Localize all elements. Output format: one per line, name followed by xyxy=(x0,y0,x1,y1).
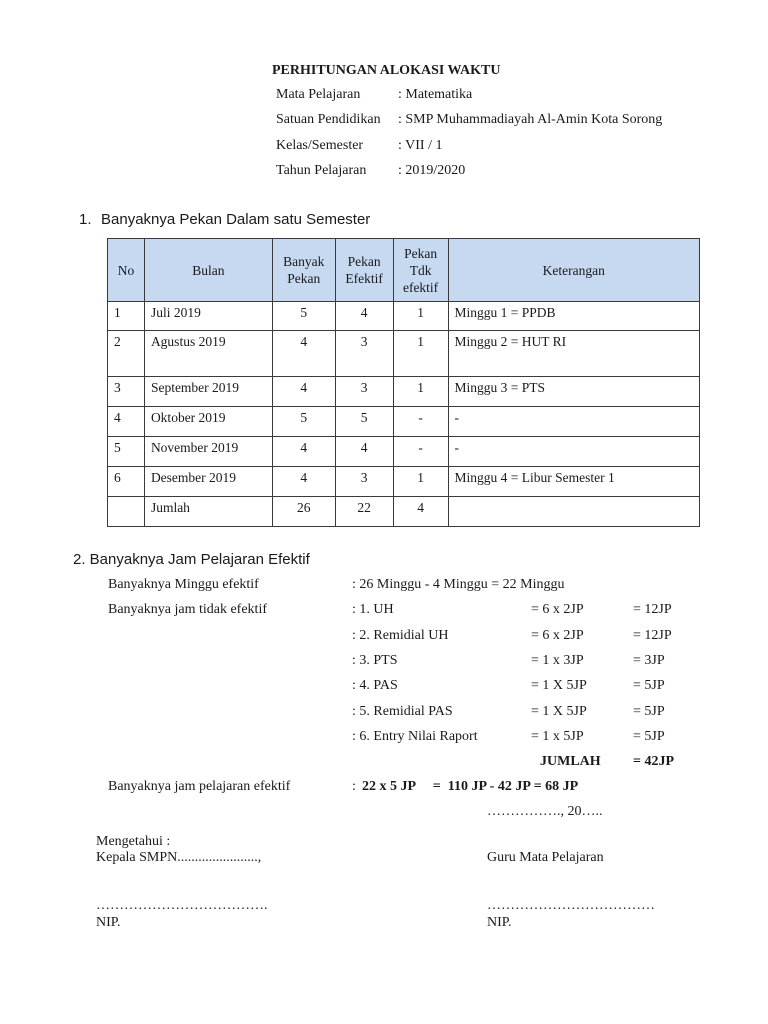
cell-keterangan: Minggu 1 = PPDB xyxy=(448,302,699,331)
cell-efektif: 3 xyxy=(335,377,393,407)
info-value-mata-pelajaran: : Matematika xyxy=(398,87,473,102)
cell-efektif: 4 xyxy=(335,302,393,331)
cell-tdk: 1 xyxy=(393,302,448,331)
table-row xyxy=(108,302,700,331)
info-label-kelas-semester: Kelas/Semester xyxy=(276,138,364,153)
list-item-result: = 5JP xyxy=(633,704,665,719)
table-row xyxy=(108,467,700,497)
cell-tdk: 1 xyxy=(393,331,448,377)
cell-bulan: Oktober 2019 xyxy=(144,407,272,437)
header-no: No xyxy=(108,239,145,302)
cell-tdk: - xyxy=(393,407,448,437)
list-item-calc: = 1 x 5JP xyxy=(531,729,584,744)
cell-keterangan: Minggu 2 = HUT RI xyxy=(448,331,699,377)
list-item-name: : 2. Remidial UH xyxy=(352,628,449,643)
table-row xyxy=(108,437,700,467)
minggu-efektif-value: : 26 Minggu - 4 Minggu = 22 Minggu xyxy=(352,577,565,592)
cell-no: 6 xyxy=(108,467,145,497)
cell-tdk: - xyxy=(393,437,448,467)
cell-bulan: Juli 2019 xyxy=(144,302,272,331)
cell-keterangan xyxy=(448,497,699,527)
guru-label: Guru Mata Pelajaran xyxy=(487,850,604,865)
list-item-result: = 12JP xyxy=(633,628,672,643)
table-header-row xyxy=(108,239,700,302)
cell-no: 5 xyxy=(108,437,145,467)
cell-bulan: Agustus 2019 xyxy=(144,331,272,377)
list-item-result: = 3JP xyxy=(633,653,665,668)
list-item-name: : 6. Entry Nilai Raport xyxy=(352,729,478,744)
cell-bulan: Desember 2019 xyxy=(144,467,272,497)
section2-title: 2. Banyaknya Jam Pelajaran Efektif xyxy=(73,551,310,568)
cell-no: 2 xyxy=(108,331,145,377)
signature-dots-right: ……………………………… xyxy=(487,898,655,913)
section1-number: 1. xyxy=(79,211,92,228)
table-row xyxy=(108,331,700,377)
info-value-tahun-pelajaran: : 2019/2020 xyxy=(398,163,466,178)
cell-no: 1 xyxy=(108,302,145,331)
cell-efektif: 22 xyxy=(335,497,393,527)
jam-efektif-colon: : xyxy=(352,779,356,794)
cell-banyak: 5 xyxy=(272,407,335,437)
info-value-satuan-pendidikan: : SMP Muhammadiayah Al-Amin Kota Sorong xyxy=(398,112,663,127)
header-pekan-efektif: Pekan Efektif xyxy=(335,239,393,302)
minggu-efektif-label: Banyaknya Minggu efektif xyxy=(108,577,259,592)
header-bulan: Bulan xyxy=(144,239,272,302)
cell-banyak: 5 xyxy=(272,302,335,331)
info-value-kelas-semester: : VII / 1 xyxy=(398,138,443,153)
cell-bulan: September 2019 xyxy=(144,377,272,407)
cell-keterangan: Minggu 3 = PTS xyxy=(448,377,699,407)
jam-efektif-label: Banyaknya jam pelajaran efektif xyxy=(108,779,291,794)
cell-no xyxy=(108,497,145,527)
table-row-jumlah xyxy=(108,497,700,527)
cell-tdk: 1 xyxy=(393,467,448,497)
list-item-calc: = 1 X 5JP xyxy=(531,704,587,719)
list-item-calc: = 6 x 2JP xyxy=(531,628,584,643)
list-item-name: : 5. Remidial PAS xyxy=(352,704,453,719)
kepala-label: Kepala SMPN......................., xyxy=(96,850,262,865)
cell-bulan: November 2019 xyxy=(144,437,272,467)
cell-no: 4 xyxy=(108,407,145,437)
list-item-calc: = 6 x 2JP xyxy=(531,602,584,617)
list-item-result: = 12JP xyxy=(633,602,672,617)
cell-efektif: 5 xyxy=(335,407,393,437)
cell-banyak: 26 xyxy=(272,497,335,527)
mengetahui-label: Mengetahui : xyxy=(96,834,171,849)
cell-efektif: 3 xyxy=(335,467,393,497)
cell-tdk: 1 xyxy=(393,377,448,407)
nip-right: NIP. xyxy=(487,915,512,930)
jam-efektif-value: 22 x 5 JP = 110 JP - 42 JP = 68 JP xyxy=(362,779,579,794)
section1-title: Banyaknya Pekan Dalam satu Semester xyxy=(101,211,371,228)
cell-banyak: 4 xyxy=(272,437,335,467)
pekan-table xyxy=(107,238,700,527)
list-item-name: : 1. UH xyxy=(352,602,394,617)
cell-efektif: 4 xyxy=(335,437,393,467)
cell-banyak: 4 xyxy=(272,331,335,377)
info-label-satuan-pendidikan: Satuan Pendidikan xyxy=(276,112,381,127)
list-item-name: : 3. PTS xyxy=(352,653,398,668)
cell-efektif: 3 xyxy=(335,331,393,377)
nip-left: NIP. xyxy=(96,915,121,930)
date-line: ……………., 20….. xyxy=(487,804,603,819)
cell-tdk: 4 xyxy=(393,497,448,527)
cell-keterangan: - xyxy=(448,407,699,437)
document-title: PERHITUNGAN ALOKASI WAKTU xyxy=(272,63,501,78)
table-row xyxy=(108,377,700,407)
jam-tidak-efektif-label: Banyaknya jam tidak efektif xyxy=(108,602,267,617)
list-item-result: = 5JP xyxy=(633,678,665,693)
info-label-tahun-pelajaran: Tahun Pelajaran xyxy=(276,163,367,178)
jumlah-label: JUMLAH xyxy=(540,754,601,769)
cell-bulan: Jumlah xyxy=(144,497,272,527)
list-item-name: : 4. PAS xyxy=(352,678,398,693)
list-item-calc: = 1 x 3JP xyxy=(531,653,584,668)
cell-banyak: 4 xyxy=(272,467,335,497)
list-item-result: = 5JP xyxy=(633,729,665,744)
cell-no: 3 xyxy=(108,377,145,407)
list-item-calc: = 1 X 5JP xyxy=(531,678,587,693)
jumlah-value: = 42JP xyxy=(633,754,675,769)
header-banyak-pekan: Banyak Pekan xyxy=(272,239,335,302)
signature-dots-left: ………………………………. xyxy=(96,898,268,913)
cell-keterangan: Minggu 4 = Libur Semester 1 xyxy=(448,467,699,497)
header-keterangan: Keterangan xyxy=(448,239,699,302)
info-label-mata-pelajaran: Mata Pelajaran xyxy=(276,87,361,102)
cell-banyak: 4 xyxy=(272,377,335,407)
cell-keterangan: - xyxy=(448,437,699,467)
header-pekan-tdk-efektif: Pekan Tdk efektif xyxy=(393,239,448,302)
table-row xyxy=(108,407,700,437)
